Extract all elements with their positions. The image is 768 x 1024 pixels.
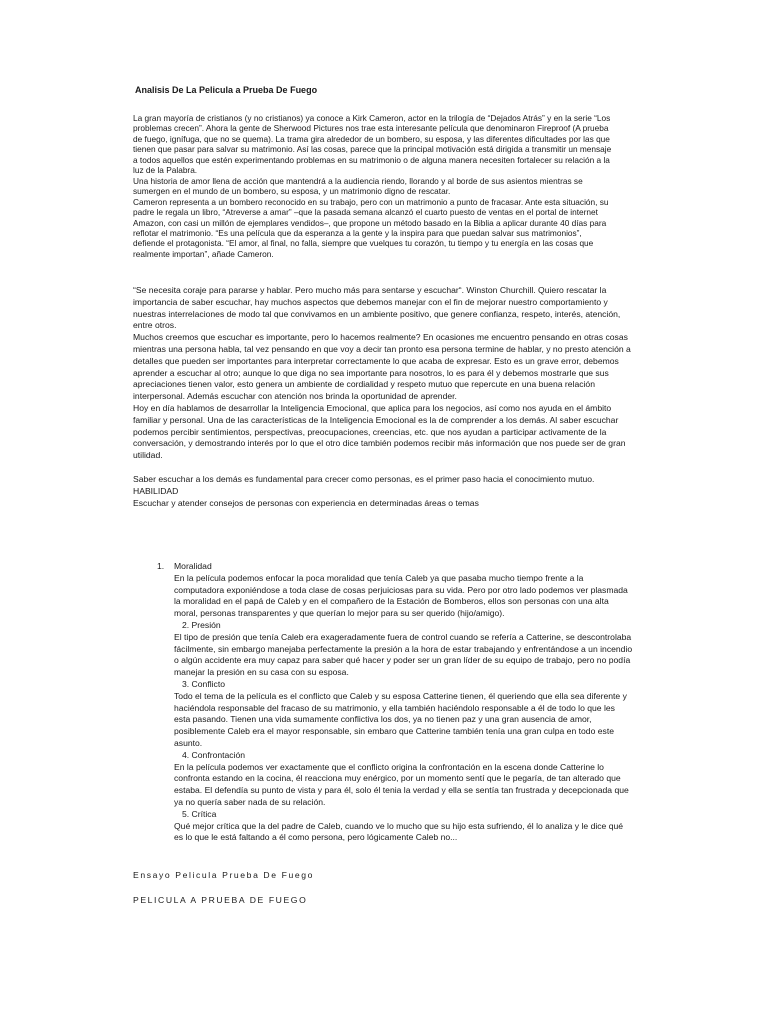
movie-heading: PELICULA A PRUEBA DE FUEGO (133, 895, 308, 905)
body-section (133, 285, 633, 509)
numbered-list (133, 561, 633, 844)
list-item-text: En la película podemos enfocar la poca moralidad que tenía Caleb ya que pasaba mucho tiempo frente a la computadora exponiéndose a toda clase de cosas perjuiciosas para su vida. Pero por otro lado podemos ver plasmada la moralidad en el papá de Caleb y en el compañero de la Estación de Bomberos, ellos son personas con una alta moral, personas transparentes y que querían lo mejor para su ser querido (hijo/amigo). (174, 572, 628, 619)
list-item-heading: 4. Confrontación (182, 749, 246, 760)
list-item-heading: Moralidad (174, 561, 212, 571)
list-number: 1. (157, 561, 165, 571)
body-paragraph: Hoy en día hablamos de desarrollar la Inteligencia Emocional, que aplica para los negocios, así como nos ayuda en el ámbito familiar y personal. Una de las características de la Inteligencia Emocional es la de comprender a los demás. Al saber escuchar podemos percibir sentimientos, perspectivas, preocupaciones, creencias, etc. que nos ayudan a participar activamente de la conversación, y demostrando interés por lo que el otro dice también podemos recibir más información que nos puede ser de gran utilidad. (133, 402, 626, 461)
list-item-heading: 2. Presión (182, 619, 221, 630)
body-paragraph: “Se necesita coraje para pararse y hablar. Pero mucho más para sentarse y escuchar“. Winston Churchill. Quiero rescatar la importancia de saber escuchar, hay muchos aspectos que debemos manejar con el fin de mejorar nuestro comportamiento y nuestras interrelaciones de modo tal que convivamos en un ambiente positivo, que genere confianza, respeto, interés, atención, entre otros. (133, 285, 621, 331)
list-item-text: En la película podemos ver exactamente que el conflicto origina la confrontación en la escena donde Catterine lo confronta estando en la cocina, él reacciona muy enérgico, por un momento sentí que le pegaría, de tan alterado que estaba. El defendía su punto de vista y para él, solo él tenia la verdad y ella se sentía tan frustrada y decepcionada que ya no quería saber nada de su relación. (174, 761, 629, 807)
body-paragraph: Saber escuchar a los demás es fundamental para crecer como personas, es el primer paso hacia el conocimiento mutuo. (133, 473, 595, 484)
list-item-text: Qué mejor crítica que la del padre de Caleb, cuando ve lo mucho que su hijo esta sufriendo, él lo analiza y le dice qué es lo que le está faltando a él como persona, pero lógicamente Caleb no... (174, 820, 624, 843)
body-paragraph: Muchos creemos que escuchar es importante, pero lo hacemos realmente? En ocasiones me encuentro pensando en otras cosas mientras una persona habla, tal vez pensando en que voy a decir tan pronto esa persona termine de hablar, y no presto atención a detalles que pueden ser importantes para interpretar correctamente lo que acaba de expresar. Esto es un grave error, debemos aprender a escuchar al otro; aunque lo que diga no sea importante para nosotros, lo es para él y debemos mostrarle que sus apreciaciones tienen valor, esto genera un ambiente de cordialidad y respeto mutuo que repercute en una buena relación interpersonal. Además escuchar con atención nos brinda la oportunidad de aprender. (133, 332, 631, 402)
list-item-text: Todo el tema de la película es el conflicto que Caleb y su esposa Catterine tienen, él queriendo que ella sea diferente y haciéndola responsable del fracaso de su matrimonio, y ella también haciéndolo responsable a él de todo lo que les esta pasando. Tienen una vida sumamente conflictiva los dos, ya no tienen paz y una gran ausencia de amor, posiblemente Caleb era el mayor responsable, sin embaro que Catterine también tenía una gran culpa en todo este asunto. (174, 690, 627, 748)
body-paragraph: Escuchar y atender consejos de personas con experiencia en determinadas áreas o temas (133, 497, 479, 508)
document-title: Analisis De La Pelicula a Prueba De Fuego (135, 85, 318, 95)
section-heading: HABILIDAD (133, 485, 179, 496)
list-item-text: El tipo de presión que tenía Caleb era exageradamente fuera de control cuando se refería a Catterine, se descontrolaba fácilmente, sin embargo manejaba perfectamente la presión a la hora de estar trabajando y enfrentándose a un incendio o algún accidente era muy capaz para saber qué hacer y poder ser un gran líder de su equipo de trabajo, pero no podía manejar la presión en su casa con su esposa. (174, 631, 633, 678)
essay-heading: Ensayo Pelicula Prueba De Fuego (133, 870, 314, 880)
list-item-heading: 5. Crítica (182, 808, 217, 819)
intro-paragraph: Cameron representa a un bombero reconocido en su trabajo, pero con un matrimonio a punto de fracasar. Ante esta situación, su padre le regala un libro, “Atreverse a amar” –que la pasada semana alcanzó el cuarto puesto de ventas en el portal de internet Amazon, con casi un millón de ejemplares vendidos–, que propone un método basado en la Biblia a aplicar durante 40 días para reflotar el matrimonio. “Es una película que da esperanza a la gente y la inspira para que puedan salvar sus matrimonios”, defiende el protagonista. “El amor, al final, no falla, siempre que vuelques tu corazón, tu tiempo y tu energía en las cosas que realmente importan”, añade Cameron. (133, 196, 609, 259)
intro-section (133, 113, 613, 259)
list-item-heading: 3. Conflicto (182, 678, 225, 689)
intro-paragraph: La gran mayoría de cristianos (y no cristianos) ya conoce a Kirk Cameron, actor en la trilogía de “Dejados Atrás” y en la serie “Los problemas crecen”. Ahora la gente de Sherwood Pictures nos trae esta interesante película que denominaron Fireproof (A prueba de fuego, ignífuga, que no se quema). La trama gira alrededor de un bombero, su esposa, y las diferentes dificultades por las que tienen que pasar para salvar su matrimonio. Así las cosas, parece que la principal motivación está dirigida a transmitir un mensaje a todos aquellos que estén experimentando problemas en su matrimonio o de alguna manera necesiten fortalecer su relación a la luz de la Palabra. (133, 113, 612, 176)
intro-paragraph: Una historia de amor llena de acción que mantendrá a la audiencia riendo, llorando y al borde de sus asientos mientras se sumergen en el mundo de un bombero, su esposa, y un matrimonio digno de rescatar. (133, 175, 583, 197)
